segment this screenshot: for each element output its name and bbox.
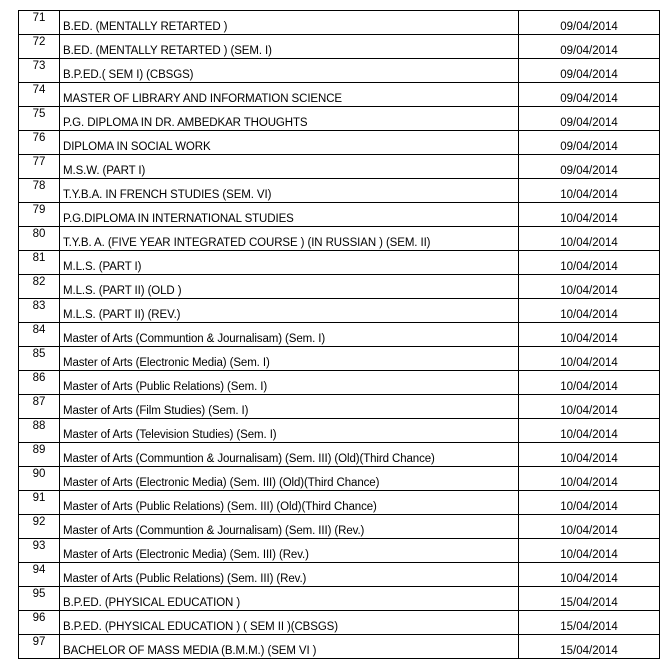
serial-number-cell: 82 — [19, 275, 60, 299]
table-row — [19, 299, 660, 323]
table-row — [19, 515, 660, 539]
result-date-cell: 10/04/2014 — [519, 347, 660, 371]
serial-number-cell: 93 — [19, 539, 60, 563]
result-date-cell: 09/04/2014 — [519, 155, 660, 179]
table-row — [19, 587, 660, 611]
course-name-cell: Master of Arts (Communtion & Journalisam) (Sem. III) (Old)(Third Chance) — [60, 443, 519, 467]
table-row — [19, 83, 660, 107]
table-row — [19, 203, 660, 227]
result-date-cell: 10/04/2014 — [519, 467, 660, 491]
course-name-cell: Master of Arts (Public Relations) (Sem. III) (Rev.) — [60, 563, 519, 587]
serial-number-cell: 90 — [19, 467, 60, 491]
results-table-body — [19, 11, 660, 659]
course-name-cell: M.L.S. (PART II) (REV.) — [60, 299, 519, 323]
table-row — [19, 611, 660, 635]
result-date-cell: 10/04/2014 — [519, 227, 660, 251]
course-name-cell: Master of Arts (Communtion & Journalisam) (Sem. I) — [60, 323, 519, 347]
course-name-cell: B.P.ED. (PHYSICAL EDUCATION ) — [60, 587, 519, 611]
serial-number-cell: 97 — [19, 635, 60, 659]
table-row — [19, 371, 660, 395]
course-name-cell: M.L.S. (PART II) (OLD ) — [60, 275, 519, 299]
serial-number-cell: 92 — [19, 515, 60, 539]
table-row — [19, 107, 660, 131]
serial-number-cell: 81 — [19, 251, 60, 275]
table-row — [19, 323, 660, 347]
result-date-cell: 09/04/2014 — [519, 11, 660, 35]
result-date-cell: 10/04/2014 — [519, 179, 660, 203]
serial-number-cell: 96 — [19, 611, 60, 635]
table-row — [19, 443, 660, 467]
course-name-cell: DIPLOMA IN SOCIAL WORK — [60, 131, 519, 155]
table-row — [19, 275, 660, 299]
serial-number-cell: 95 — [19, 587, 60, 611]
table-row — [19, 539, 660, 563]
course-name-cell: Master of Arts (Public Relations) (Sem. I) — [60, 371, 519, 395]
serial-number-cell: 83 — [19, 299, 60, 323]
results-table — [18, 10, 660, 659]
serial-number-cell: 74 — [19, 83, 60, 107]
serial-number-cell: 85 — [19, 347, 60, 371]
result-date-cell: 10/04/2014 — [519, 251, 660, 275]
course-name-cell: MASTER OF LIBRARY AND INFORMATION SCIENCE — [60, 83, 519, 107]
result-date-cell: 10/04/2014 — [519, 203, 660, 227]
table-row — [19, 11, 660, 35]
result-date-cell: 10/04/2014 — [519, 563, 660, 587]
serial-number-cell: 76 — [19, 131, 60, 155]
result-date-cell: 10/04/2014 — [519, 299, 660, 323]
course-name-cell: M.L.S. (PART I) — [60, 251, 519, 275]
table-row — [19, 35, 660, 59]
result-date-cell: 15/04/2014 — [519, 611, 660, 635]
course-name-cell: B.ED. (MENTALLY RETARTED ) (SEM. I) — [60, 35, 519, 59]
serial-number-cell: 88 — [19, 419, 60, 443]
course-name-cell: Master of Arts (Television Studies) (Sem. I) — [60, 419, 519, 443]
serial-number-cell: 73 — [19, 59, 60, 83]
table-row — [19, 131, 660, 155]
result-date-cell: 09/04/2014 — [519, 107, 660, 131]
course-name-cell: T.Y.B. A. (FIVE YEAR INTEGRATED COURSE ) (IN RUSSIAN ) (SEM. II) — [60, 227, 519, 251]
serial-number-cell: 94 — [19, 563, 60, 587]
course-name-cell: Master of Arts (Electronic Media) (Sem. III) (Old)(Third Chance) — [60, 467, 519, 491]
result-date-cell: 09/04/2014 — [519, 59, 660, 83]
table-row — [19, 155, 660, 179]
course-name-cell: Master of Arts (Electronic Media) (Sem. III) (Rev.) — [60, 539, 519, 563]
result-date-cell: 10/04/2014 — [519, 515, 660, 539]
table-row — [19, 563, 660, 587]
serial-number-cell: 78 — [19, 179, 60, 203]
result-date-cell: 10/04/2014 — [519, 539, 660, 563]
table-row — [19, 59, 660, 83]
serial-number-cell: 87 — [19, 395, 60, 419]
result-date-cell: 15/04/2014 — [519, 635, 660, 659]
serial-number-cell: 84 — [19, 323, 60, 347]
result-date-cell: 09/04/2014 — [519, 83, 660, 107]
table-row — [19, 251, 660, 275]
course-name-cell: P.G. DIPLOMA IN DR. AMBEDKAR THOUGHTS — [60, 107, 519, 131]
table-row — [19, 491, 660, 515]
serial-number-cell: 77 — [19, 155, 60, 179]
result-date-cell: 10/04/2014 — [519, 275, 660, 299]
course-name-cell: Master of Arts (Electronic Media) (Sem. I) — [60, 347, 519, 371]
result-date-cell: 10/04/2014 — [519, 419, 660, 443]
course-name-cell: BACHELOR OF MASS MEDIA (B.M.M.) (SEM VI ) — [60, 635, 519, 659]
serial-number-cell: 79 — [19, 203, 60, 227]
table-row — [19, 395, 660, 419]
result-date-cell: 09/04/2014 — [519, 35, 660, 59]
table-row — [19, 419, 660, 443]
result-date-cell: 10/04/2014 — [519, 395, 660, 419]
table-row — [19, 179, 660, 203]
course-name-cell: T.Y.B.A. IN FRENCH STUDIES (SEM. VI) — [60, 179, 519, 203]
serial-number-cell: 89 — [19, 443, 60, 467]
result-date-cell: 10/04/2014 — [519, 443, 660, 467]
course-name-cell: Master of Arts (Film Studies) (Sem. I) — [60, 395, 519, 419]
result-date-cell: 10/04/2014 — [519, 371, 660, 395]
course-name-cell: B.P.ED.( SEM I) (CBSGS) — [60, 59, 519, 83]
course-name-cell: M.S.W. (PART I) — [60, 155, 519, 179]
table-row — [19, 467, 660, 491]
course-name-cell: B.P.ED. (PHYSICAL EDUCATION ) ( SEM II )(CBSGS) — [60, 611, 519, 635]
serial-number-cell: 71 — [19, 11, 60, 35]
course-name-cell: B.ED. (MENTALLY RETARTED ) — [60, 11, 519, 35]
course-name-cell: Master of Arts (Public Relations) (Sem. III) (Old)(Third Chance) — [60, 491, 519, 515]
result-date-cell: 10/04/2014 — [519, 323, 660, 347]
serial-number-cell: 72 — [19, 35, 60, 59]
course-name-cell: P.G.DIPLOMA IN INTERNATIONAL STUDIES — [60, 203, 519, 227]
course-name-cell: Master of Arts (Communtion & Journalisam) (Sem. III) (Rev.) — [60, 515, 519, 539]
result-date-cell: 15/04/2014 — [519, 587, 660, 611]
result-date-cell: 09/04/2014 — [519, 131, 660, 155]
table-row — [19, 347, 660, 371]
result-date-cell: 10/04/2014 — [519, 491, 660, 515]
serial-number-cell: 86 — [19, 371, 60, 395]
serial-number-cell: 80 — [19, 227, 60, 251]
table-row — [19, 635, 660, 659]
table-row — [19, 227, 660, 251]
serial-number-cell: 91 — [19, 491, 60, 515]
serial-number-cell: 75 — [19, 107, 60, 131]
